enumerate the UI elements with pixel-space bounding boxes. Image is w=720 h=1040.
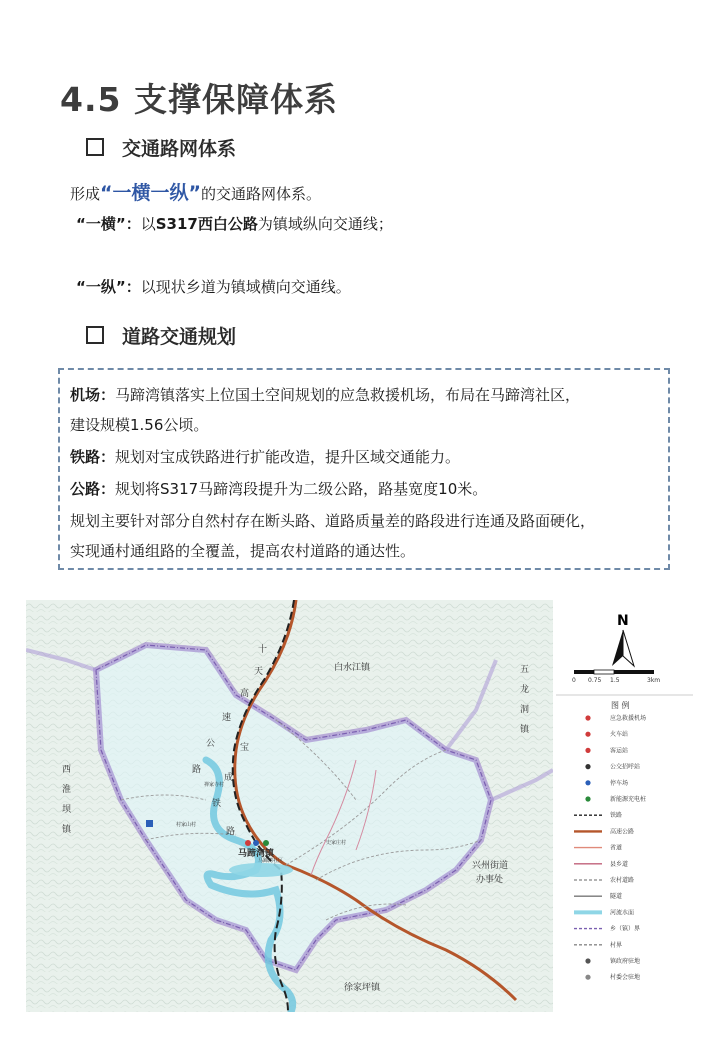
label-xujiaping: 徐家坪镇	[344, 983, 381, 993]
scale-tick-2: 1.5	[610, 677, 620, 684]
zong-label: “一纵”：	[76, 278, 141, 296]
heng-road: S317西白公路	[155, 215, 258, 233]
legend-label: 村委会驻地	[610, 974, 641, 982]
highway-label: 公路：	[70, 480, 116, 498]
legend-label: 火车站	[610, 731, 629, 739]
expressway-label-3: 高	[240, 689, 250, 699]
legend-label: 镇政府驻地	[610, 958, 641, 965]
label-wulong-4: 镇	[520, 725, 530, 735]
reservoir	[229, 863, 293, 877]
legend-label: 省道	[610, 844, 623, 852]
label-xihuai-2: 淮	[62, 785, 72, 795]
zong-text: 以现状乡道为镇域横向交通线。	[140, 278, 351, 296]
label-wulong-2: 龙	[520, 685, 530, 695]
expressway-label-5: 公	[206, 739, 216, 749]
heng-label: “一横”：	[76, 215, 141, 233]
intro-suffix: 的交通路网体系。	[201, 185, 322, 203]
page-title: 4.5 支撑保障体系	[60, 80, 338, 119]
label-xingzhou-1: 兴州街道	[472, 861, 509, 871]
charger-symbol	[263, 840, 269, 846]
network-intro	[70, 178, 321, 205]
legend-symbol	[585, 975, 590, 980]
airport-line	[70, 384, 580, 405]
heng-post: 为镇域纵向交通线；	[257, 215, 393, 233]
legend-symbol	[585, 958, 590, 963]
legend-label: 县乡道	[610, 860, 629, 868]
label-baishuijiang: 白水江镇	[334, 663, 371, 673]
label-wulong-1: 五	[520, 665, 530, 675]
legend-label: 应急救援机场	[610, 715, 647, 722]
section-road-planning	[86, 322, 236, 349]
label-xihuai-4: 镇	[62, 825, 72, 835]
railway-label-1: 宝	[240, 743, 250, 753]
legend-label: 新能源充电桩	[610, 796, 647, 803]
parking-symbol	[146, 820, 153, 827]
label-wulong-3: 洞	[520, 705, 530, 715]
legend-label: 客运站	[610, 747, 629, 755]
summary-line-1: 规划主要针对部分自然村存在断头路、道路质量差的路段进行连通及路面硬化，	[70, 512, 596, 530]
legend-panel	[553, 600, 693, 1012]
legend-symbol	[585, 780, 590, 785]
heng-pre: 以	[140, 215, 156, 233]
legend-label: 村界	[610, 941, 623, 949]
expressway-label-1: 十	[258, 645, 268, 655]
railway-label-4: 路	[226, 827, 236, 837]
expressway-label-2: 天	[254, 667, 264, 677]
airport-symbol	[245, 840, 251, 846]
legend-symbol	[585, 715, 590, 720]
checkbox-square-icon	[86, 326, 104, 344]
legend-label: 铁路	[610, 812, 623, 820]
section-title: 交通路网体系	[122, 138, 237, 160]
label-matiwan: 马蹄湾镇	[238, 849, 275, 859]
summary-line-2: 实现通村通组路的全覆盖，提高农村道路的通达性。	[70, 542, 416, 560]
rail-line	[70, 446, 460, 467]
legend-title: 图 例	[611, 701, 630, 710]
legend-label: 农村道路	[610, 877, 635, 884]
legend-label: 河流水面	[610, 909, 635, 917]
railway-label-3: 铁	[212, 799, 222, 809]
legend-symbol	[585, 764, 590, 769]
scale-tick-3: 3km	[647, 677, 661, 684]
intro-prefix: 形成	[70, 185, 101, 203]
expressway-label-6: 路	[192, 765, 202, 775]
rail-label: 铁路：	[70, 448, 116, 466]
airport-line-2: 建设规模1.56公顷。	[70, 416, 209, 434]
expressway-label-4: 速	[222, 713, 232, 723]
label-xihuai-3: 坝	[62, 805, 72, 815]
legend-label: 隧道	[610, 893, 623, 901]
zong-line	[76, 276, 351, 297]
railway-label-2: 成	[224, 773, 234, 783]
highway-text: 规划将S317马蹄湾段提升为二级公路，路基宽度10米。	[115, 480, 488, 498]
checkbox-square-icon	[86, 138, 104, 156]
legend-symbol	[585, 748, 590, 753]
airport-label: 机场：	[70, 386, 116, 404]
map-svg	[26, 600, 693, 1012]
bus-stop-symbol	[253, 840, 259, 846]
intro-quote: “一横一纵”	[100, 182, 201, 204]
label-village-3: 禅家寺村	[204, 782, 225, 788]
label-village-1: 史家庄村	[326, 840, 347, 846]
legend-symbol	[585, 796, 590, 801]
highway-line	[70, 478, 487, 499]
legend-label: 公交招呼站	[610, 763, 641, 771]
road-planning-map	[26, 600, 693, 1012]
scale-tick-1: 0.75	[588, 677, 602, 684]
scale-tick-0: 0	[572, 677, 576, 684]
label-village-2: 村家山村	[176, 822, 197, 828]
legend-label: 乡（镇）界	[610, 925, 641, 933]
north-label: N	[617, 613, 629, 629]
label-matiwan-shequ: 马蹄湾社区	[258, 858, 284, 864]
heng-line	[76, 213, 393, 234]
airport-text: 马蹄湾镇落实上位国土空间规划的应急救援机场，布局在马蹄湾社区，	[115, 386, 581, 404]
label-xingzhou-2: 办事处	[476, 875, 504, 885]
rail-text: 规划对宝成铁路进行扩能改造，提升区域交通能力。	[115, 448, 461, 466]
legend-label: 停车场	[610, 779, 629, 787]
section-transport-network	[86, 134, 236, 161]
label-xihuai-1: 西	[62, 765, 72, 775]
legend-symbol	[585, 732, 590, 737]
legend-label: 高速公路	[610, 828, 635, 836]
section-title: 道路交通规划	[122, 326, 237, 348]
